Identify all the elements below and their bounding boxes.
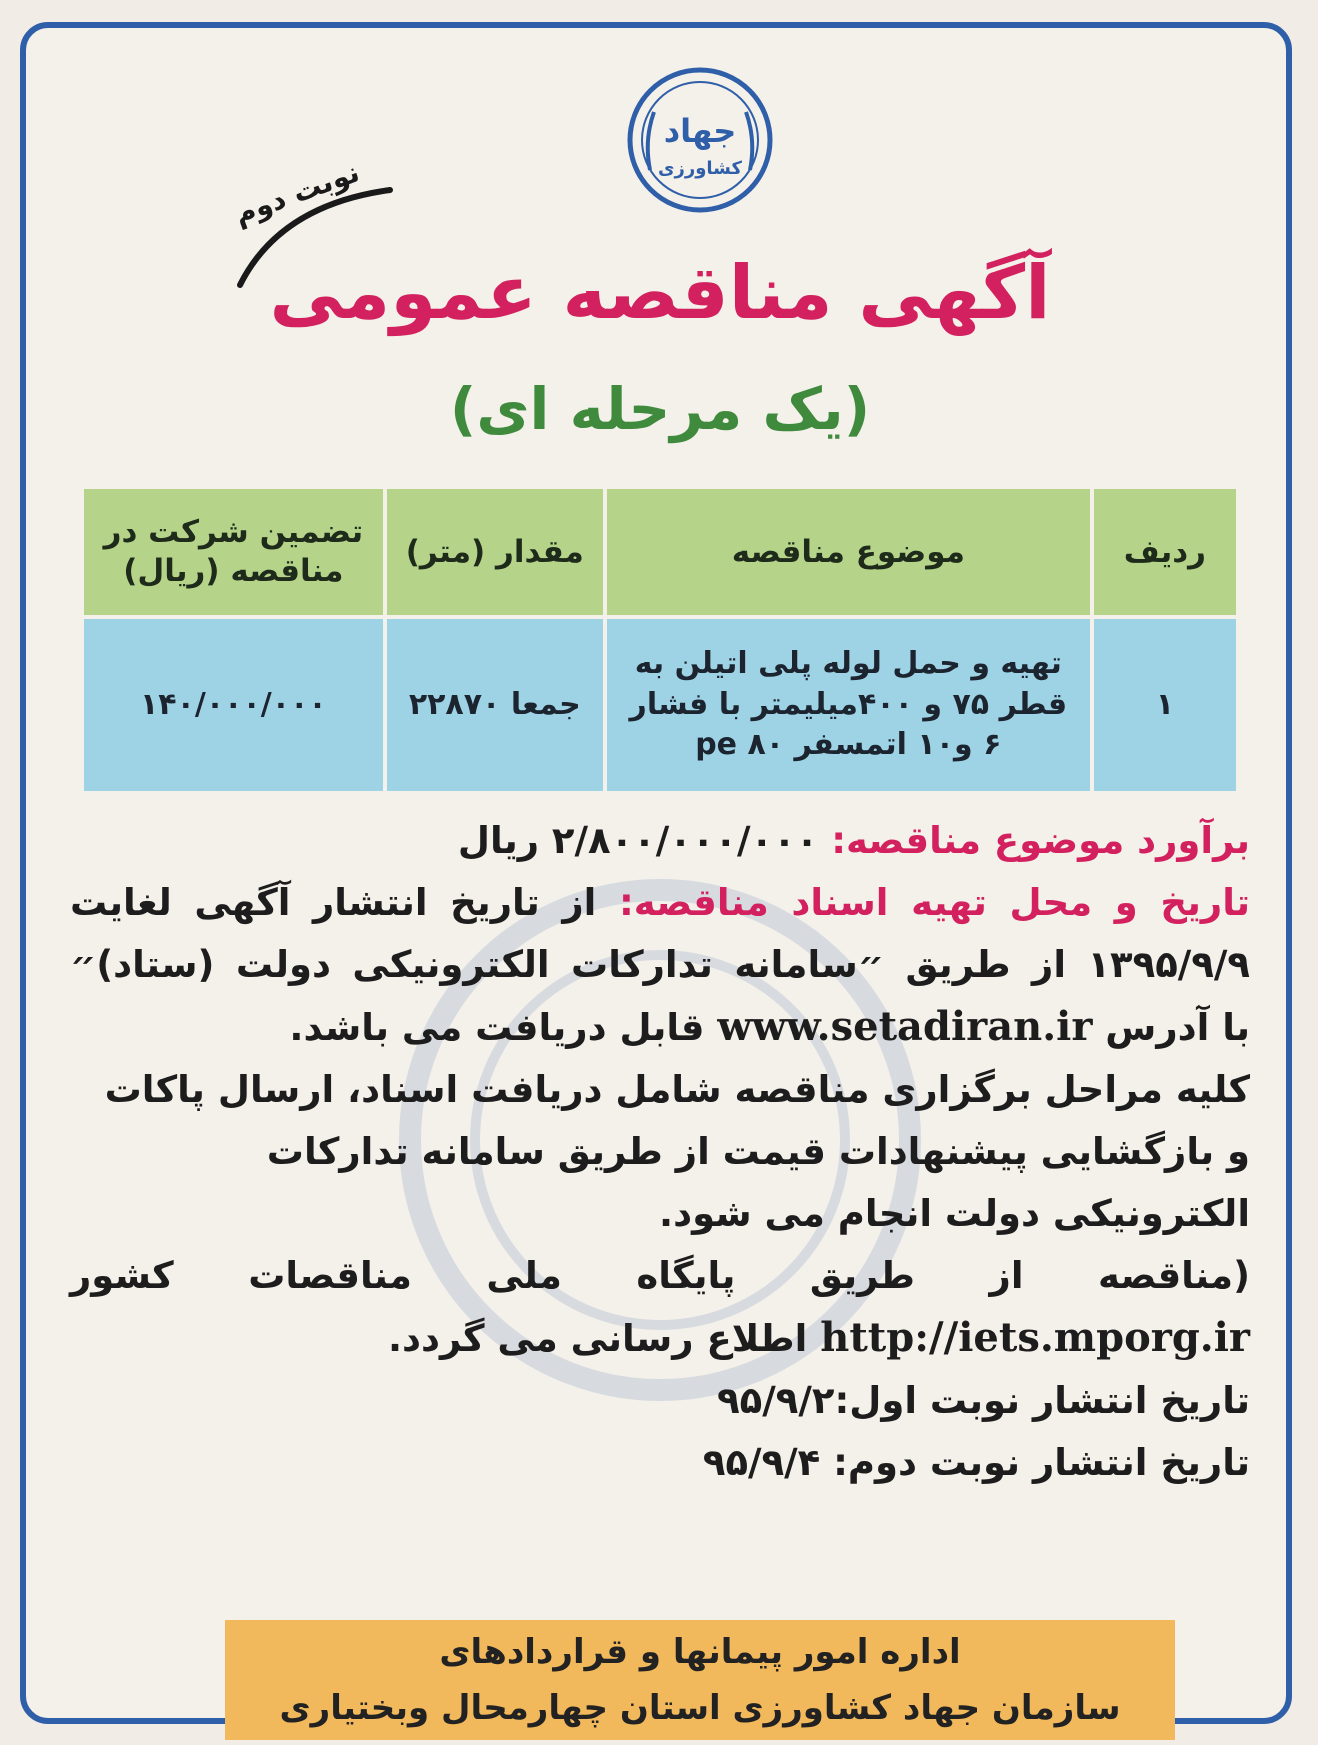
cell-subject: تهیه و حمل لوله پلی اتیلن به قطر ۷۵ و ۴۰۰میلیمتر با فشار ۶ و۱۰ اتمسفر pe ۸۰ [605, 617, 1092, 793]
publish-date-second: تاریخ انتشار نوبت دوم: ۹۵/۹/۴ [702, 1441, 1250, 1484]
documents-line-2: ۱۳۹۵/۹/۹ از طریق ״سامانه تدارکات الکترونیکی دولت (ستاد)״ [70, 943, 1250, 986]
estimate-value: ۲/۸۰۰/۰۰۰/۰۰۰ ریال [457, 819, 819, 862]
tender-table [80, 485, 1240, 795]
notice-title: آگهی مناقصه عمومی [269, 250, 1051, 336]
estimate-line [70, 810, 1250, 872]
documents-text-3-before: با آدرس [1105, 1006, 1250, 1049]
header-row-number: ردیف [1092, 487, 1238, 617]
logo-sub-text: کشاورزی [658, 158, 742, 179]
header-quantity: مقدار (متر) [385, 487, 605, 617]
iets-link[interactable]: http://iets.mporg.ir [820, 1314, 1250, 1361]
table-row [82, 617, 1238, 793]
publish-date-first: تاریخ انتشار نوبت اول:۹۵/۹/۲ [717, 1379, 1250, 1422]
process-text: کلیه مراحل برگزاری مناقصه شامل دریافت اسناد، ارسال پاکات و بازگشایی پیشنهادات قیمت از طریق سامانه تدارکات الکترونیکی دولت انجام می شود. [104, 1068, 1250, 1235]
documents-text-3-after: قابل دریافت می باشد. [289, 1006, 705, 1049]
tender-notice [40, 30, 1280, 1728]
footer-line-2: سازمان جهاد کشاورزی استان چهارمحال وبختیاری [279, 1688, 1121, 1728]
notice-subtitle: (یک مرحله ای) [449, 375, 871, 443]
documents-text-1: از تاریخ انتشار آگهی لغایت [70, 881, 597, 924]
round-label-text: نوبت دوم [229, 155, 364, 231]
cell-row-number: ۱ [1092, 617, 1238, 793]
estimate-label: برآورد موضوع مناقصه: [831, 819, 1250, 862]
table-header-row [82, 487, 1238, 617]
national-portal-line-1: (مناقصه از طریق پایگاه ملی مناقصات کشور [70, 1254, 1250, 1297]
issuer-footer [225, 1620, 1175, 1740]
cell-quantity: جمعا ۲۲۸۷۰ [385, 617, 605, 793]
logo-emblem-icon [620, 60, 780, 220]
documents-label: تاریخ و محل تهیه اسناد مناقصه: [618, 881, 1250, 924]
documents-line-3 [70, 996, 1250, 1059]
logo-main-text: جهاد [663, 112, 737, 150]
header-guarantee: تضمین شرکت در مناقصه (ریال) [82, 487, 385, 617]
national-portal-line-2 [70, 1307, 1250, 1370]
documents-line-1 [70, 872, 1250, 934]
footer-line-1: اداره امور پیمانها و قراردادهای [439, 1632, 961, 1672]
header-subject: موضوع مناقصه [605, 487, 1092, 617]
setadiran-link[interactable]: www.setadiran.ir [717, 1003, 1093, 1050]
notice-body [70, 810, 1250, 1494]
organization-logo [620, 60, 780, 220]
cell-guarantee: ۱۴۰/۰۰۰/۰۰۰ [82, 617, 385, 793]
national-portal-text-2: اطلاع رسانی می گردد. [387, 1317, 808, 1360]
